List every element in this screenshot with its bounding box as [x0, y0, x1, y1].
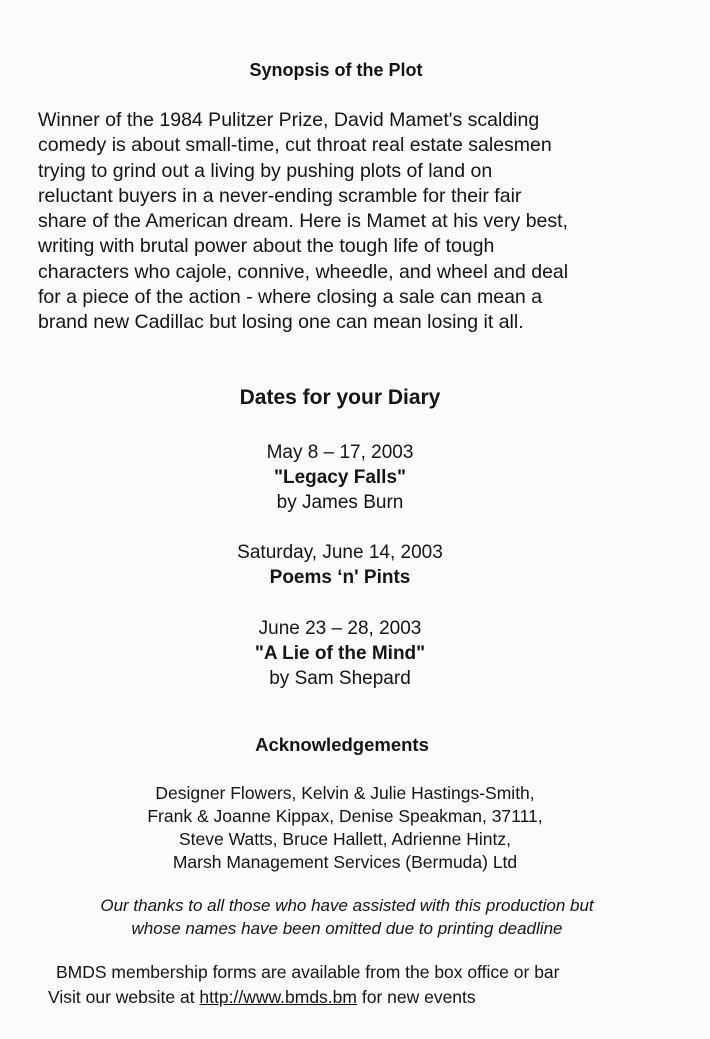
event-date: May 8 – 17, 2003 [266, 442, 414, 463]
diary-heading: Dates for your Diary [239, 386, 441, 409]
synopsis-line: writing with brutal power about the tough life of tough [38, 235, 495, 258]
diary-event-lie-of-the-mind [0, 616, 680, 691]
event-author: by James Burn [276, 492, 404, 513]
synopsis-line: trying to grind out a living by pushing plots of land on [38, 159, 493, 182]
acknowledgements-list [0, 782, 690, 874]
acknowledgement-line: Frank & Joanne Kippax, Denise Speakman, 37111, [147, 806, 543, 826]
synopsis-line: reluctant buyers in a never-ending scramble for their fair [38, 184, 522, 207]
event-title: "A Lie of the Mind" [254, 643, 426, 664]
synopsis-heading: Synopsis of the Plot [249, 60, 423, 80]
diary-event-poems-n-pints [0, 540, 680, 590]
event-date: Saturday, June 14, 2003 [237, 542, 443, 563]
synopsis-text [38, 108, 658, 336]
synopsis-line: comedy is about small-time, cut throat real estate salesmen [38, 134, 552, 157]
synopsis-line: for a piece of the action - where closing a sale can mean a [38, 286, 543, 309]
website-suffix: for new events [356, 987, 476, 1007]
event-title: "Legacy Falls" [273, 467, 407, 488]
synopsis-line: brand new Cadillac but losing one can mean losing it all. [38, 311, 524, 334]
synopsis-line: Winner of the 1984 Pulitzer Prize, David Mamet's scalding [38, 109, 540, 131]
website-prefix: Visit our website at [48, 987, 200, 1007]
synopsis-line: share of the American dream. Here is Mamet at his very best, [38, 210, 568, 233]
event-date: June 23 – 28, 2003 [258, 618, 422, 639]
event-author: by Sam Shepard [269, 668, 411, 689]
website-note [48, 985, 688, 1010]
thanks-note [0, 894, 694, 940]
acknowledgement-line: Steve Watts, Bruce Hallett, Adrienne Hintz, [179, 829, 511, 849]
website-link[interactable]: http://www.bmds.bm [199, 987, 357, 1007]
acknowledgement-line: Marsh Management Services (Bermuda) Ltd [172, 852, 518, 872]
thanks-line: whose names have been omitted due to printing deadline [131, 919, 563, 938]
acknowledgement-line: Designer Flowers, Kelvin & Julie Hastings-Smith, [155, 783, 535, 803]
synopsis-line: characters who cajole, connive, wheedle, and wheel and deal [38, 260, 569, 283]
thanks-line: Our thanks to all those who have assisted with this production but [100, 896, 594, 915]
diary-event-legacy-falls [0, 440, 680, 515]
footer [48, 960, 688, 1010]
event-title: Poems ‘n' Pints [269, 567, 411, 588]
acknowledgements-heading: Acknowledgements [255, 734, 429, 755]
membership-note: BMDS membership forms are available from the box office or bar [56, 962, 560, 982]
